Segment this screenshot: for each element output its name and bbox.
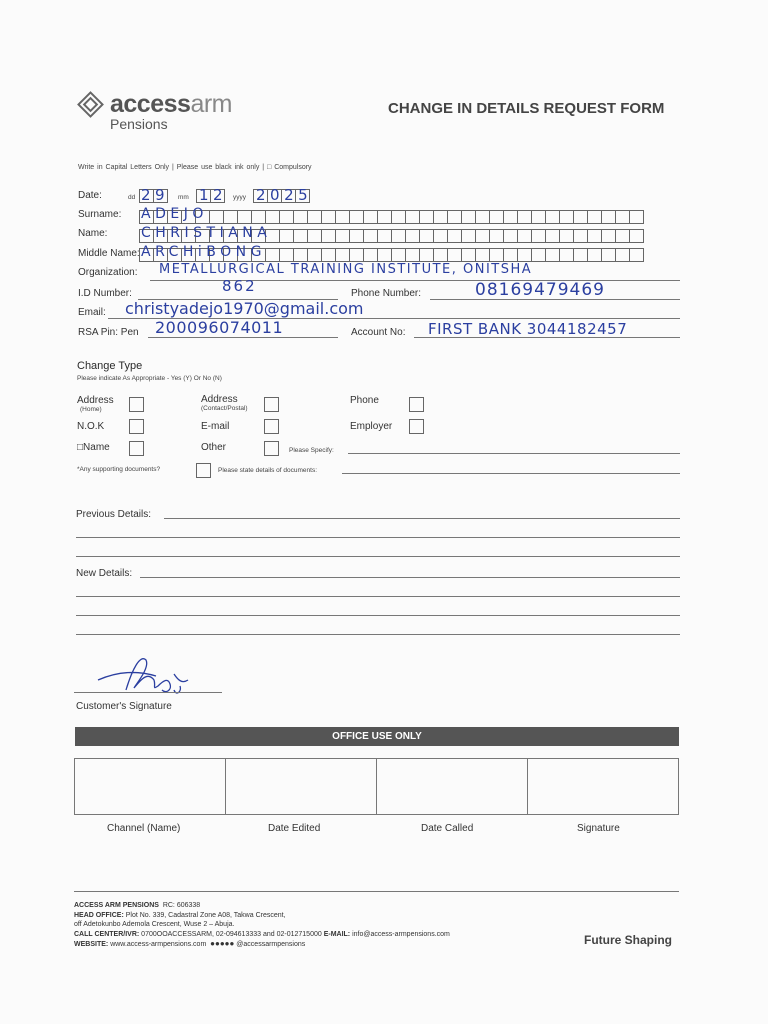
footer-website-label: WEBSITE: xyxy=(74,941,109,948)
organization-value: METALLURGICAL TRAINING INSTITUTE, ONITSHA xyxy=(159,262,533,277)
brand-logo-text: accessarm xyxy=(110,90,232,118)
surname-label: Surname: xyxy=(78,209,122,220)
name-change-label: □Name xyxy=(77,442,110,453)
previous-details-line-3[interactable] xyxy=(76,556,680,557)
rsa-pin-line[interactable] xyxy=(148,337,338,338)
surname-value: ADEJO xyxy=(141,206,208,222)
surname-boxes[interactable] xyxy=(139,210,643,224)
customer-signature-label: Customer's Signature xyxy=(76,701,172,712)
account-number-label: Account No: xyxy=(351,327,406,338)
office-date-called-cell[interactable] xyxy=(377,759,528,814)
phone-change-label: Phone xyxy=(350,395,379,406)
address-contact-label: Address xyxy=(201,394,238,405)
office-date-edited-cell[interactable] xyxy=(226,759,377,814)
footer-address-line2: off Adetokunbo Ademola Crescent, Wuse 2 – Abuja. xyxy=(74,921,235,928)
previous-details-label: Previous Details: xyxy=(76,509,152,520)
email-label: Email: xyxy=(78,307,106,318)
address-home-label: Address xyxy=(77,395,114,406)
other-checkbox[interactable] xyxy=(264,441,279,456)
footer-social-handle: @accessarmpensions xyxy=(236,941,306,948)
middle-name-value: ARCHiBONG xyxy=(141,244,266,260)
social-icons: ●●●●● xyxy=(210,939,235,948)
previous-details-line-2[interactable] xyxy=(76,537,680,538)
supporting-docs-label: *Any supporting documents? xyxy=(77,466,161,473)
form-instructions: Write in Capital Letters Only | Please use black ink only | □ Compulsory xyxy=(78,164,312,171)
previous-details-line-1[interactable] xyxy=(164,518,680,519)
customer-signature-scribble xyxy=(96,650,192,698)
office-use-banner: OFFICE USE ONLY xyxy=(75,727,679,746)
address-contact-sub: (Contact/Postal) xyxy=(201,405,248,412)
supporting-docs-checkbox[interactable] xyxy=(196,463,211,478)
rsa-pin-label: RSA Pin: Pen xyxy=(78,327,139,338)
phone-number-label: Phone Number: xyxy=(351,288,422,299)
day-value: 29 xyxy=(141,186,170,204)
id-number-label: I.D Number: xyxy=(78,288,132,299)
office-signature-cell[interactable] xyxy=(528,759,678,814)
nok-label: N.O.K xyxy=(77,421,105,432)
office-channel-cell[interactable] xyxy=(75,759,226,814)
office-column-date-called: Date Called xyxy=(421,823,474,834)
employer-label: Employer xyxy=(350,421,393,432)
phone-number-value: 08169479469 xyxy=(475,280,605,300)
name-change-checkbox[interactable] xyxy=(129,441,144,456)
name-label: Name: xyxy=(78,228,108,239)
footer-website[interactable]: www.access-armpensions.com xyxy=(110,941,207,948)
email-change-checkbox[interactable] xyxy=(264,419,279,434)
state-details-label: Please state details of documents: xyxy=(218,467,318,474)
brand-subtitle: Pensions xyxy=(110,116,168,132)
email-value: christyadejo1970@gmail.com xyxy=(125,299,364,318)
footer-rc: RC: 606338 xyxy=(162,902,201,909)
state-details-line[interactable] xyxy=(342,473,680,474)
tagline: Future Shaping xyxy=(584,933,672,947)
new-details-line-4[interactable] xyxy=(76,634,680,635)
organization-label: Organization: xyxy=(78,267,138,278)
address-home-sub: (Home) xyxy=(80,406,102,413)
middle-name-label: Middle Name: xyxy=(78,248,140,259)
office-column-channel: Channel (Name) xyxy=(107,823,181,834)
office-column-date-edited: Date Edited xyxy=(268,823,321,834)
footer-call-center: 0700OOACCESSARM, 02-094613333 and 02-012715000 xyxy=(141,930,322,938)
footer-head-office: Plot No. 339, Cadastral Zone A08, Takwa Crescent, xyxy=(125,911,286,919)
date-label: Date: xyxy=(78,190,102,201)
account-number-value: FIRST BANK 3044182457 xyxy=(428,320,628,338)
footer-contact-block xyxy=(74,901,534,950)
id-number-value: 862 xyxy=(222,277,257,295)
please-specify-label: Please Specify: xyxy=(289,447,334,454)
footer-head-office-label: HEAD OFFICE: xyxy=(74,911,124,919)
new-details-line-3[interactable] xyxy=(76,615,680,616)
form-title: CHANGE IN DETAILS REQUEST FORM xyxy=(388,100,665,117)
change-type-hint: Please indicate As Appropriate - Yes (Y) Or No (N) xyxy=(77,375,222,382)
access-logo-icon xyxy=(76,90,106,120)
month-value: 12 xyxy=(199,186,228,204)
email-change-label: E-mail xyxy=(201,421,230,432)
dd-label: dd xyxy=(128,194,136,201)
address-contact-checkbox[interactable] xyxy=(264,397,279,412)
other-label: Other xyxy=(201,442,227,453)
year-value: 2025 xyxy=(256,186,313,204)
please-specify-line[interactable] xyxy=(348,453,680,454)
footer-call-center-label: CALL CENTER/IVR: xyxy=(74,930,140,938)
office-column-signature: Signature xyxy=(577,823,620,834)
new-details-line-2[interactable] xyxy=(76,596,680,597)
name-value: CHRISTIANA xyxy=(141,225,272,241)
address-home-checkbox[interactable] xyxy=(129,397,144,412)
customer-signature-line[interactable] xyxy=(74,692,222,693)
footer-email[interactable]: info@access-armpensions.com xyxy=(352,930,450,938)
footer-divider xyxy=(74,891,679,892)
footer-email-label: E-MAIL: xyxy=(323,930,351,938)
yyyy-label: yyyy xyxy=(233,194,246,201)
nok-checkbox[interactable] xyxy=(129,419,144,434)
change-type-title: Change Type xyxy=(77,360,143,372)
phone-change-checkbox[interactable] xyxy=(409,397,424,412)
rsa-pin-value: 200096074011 xyxy=(155,318,284,337)
footer-company: ACCESS ARM PENSIONS xyxy=(74,902,159,909)
new-details-label: New Details: xyxy=(76,568,133,579)
employer-checkbox[interactable] xyxy=(409,419,424,434)
office-use-grid xyxy=(74,758,679,815)
mm-label: mm xyxy=(178,194,189,201)
new-details-line-1[interactable] xyxy=(140,577,680,578)
